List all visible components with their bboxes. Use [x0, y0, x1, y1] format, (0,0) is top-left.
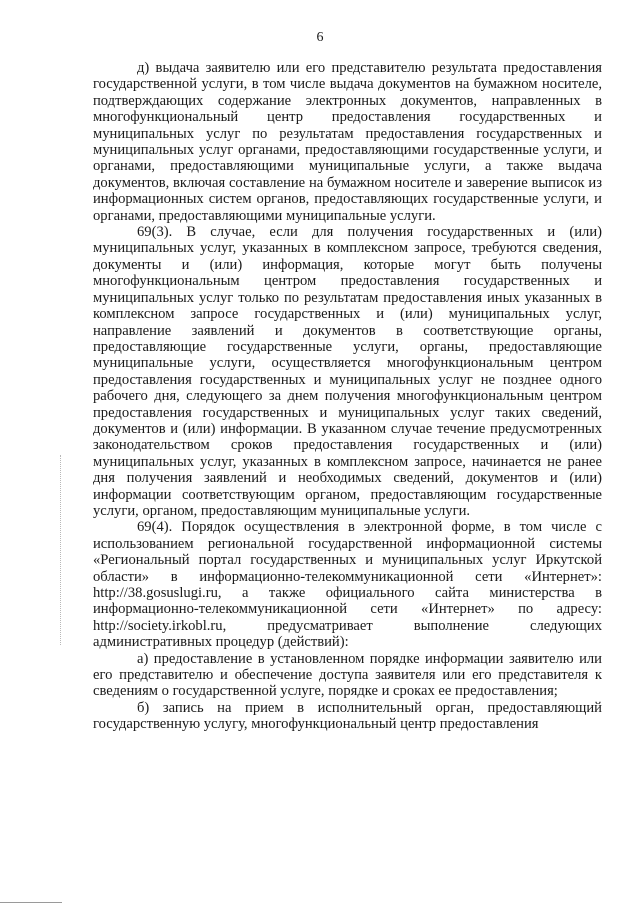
paragraph-69-3: 69(3). В случае, если для получения государственных и (или) муниципальных услуг, указанных в комплексном запросе, требуются сведения, документы и (или) информация, которые могут быть получены многофункциональным центром предоставления государственных и муниципальных услуг только по результатам предоставления иных указанных в комплексном запросе государственных и (или) муниципальных услуг, направление заявлений и документов в соответствующие органы, предоставляющие государственные услуги, органы, предоставляющие муниципальные услуги, осуществляется многофункциональным центром предоставления государственных и муниципальных услуг не позднее одного рабочего дня, следующего за днем получения многофункциональным центром предоставления государственных и муниципальных услуг таких сведений, документов и (или) информации. В указанном случае течение предусмотренных законодательством сроков предоставления государственных и (или) муниципальных услуг, указанных в комплексном запросе, начинается не ранее дня получения заявлений и необходимых сведений, документов и (или) информации соответствующим органом, предоставляющим государственные услуги, органом, предоставляющим муниципальные услуги. [93, 224, 602, 519]
paragraph-d-issuance: д) выдача заявителю или его представителю результата предоставления государственной услуги, в том числе выдача документов на бумажном носителе, подтверждающих содержание электронных документов, направленных в многофункциональный центр предоставления государственных и муниципальных услуг по результатам предоставления государственных и муниципальных услуг органами, предоставляющими государственные услуги, и органами, предоставляющими муниципальные услуги, а также выдача документов, включая составление на бумажном носителе и заверение выписок из информационных систем органов, предоставляющих государственные услуги, и органами, предоставляющими муниципальные услуги. [93, 60, 602, 224]
paragraph-69-4: 69(4). Порядок осуществления в электронной форме, в том числе с использованием региональной государственной информационной системы «Региональный портал государственных и муниципальных услуг Иркутской области» в информационно-телекоммуникационной сети «Интернет»: http://38.gosuslugi.ru, а также официального сайта министерства в информационно-телекоммуникационной сети «Интернет» по адресу: http://society.irkobl.ru, предусматривает выполнение следующих административных процедур (действий): [93, 519, 602, 651]
paragraph-a-information: а) предоставление в установленном порядке информации заявителю или его представителю и обеспечение доступа заявителя или его представителя к сведениям о государственной услуге, порядке и сроках ее предоставления; [93, 650, 602, 700]
page-number: 6 [316, 30, 324, 45]
footer-rule [0, 902, 62, 903]
document-body [93, 60, 602, 733]
paragraph-b-appointment: б) запись на прием в исполнительный орган, предоставляющий государственную услугу, многофункциональный центр предоставления [93, 699, 602, 733]
margin-scan-mark [60, 455, 62, 645]
